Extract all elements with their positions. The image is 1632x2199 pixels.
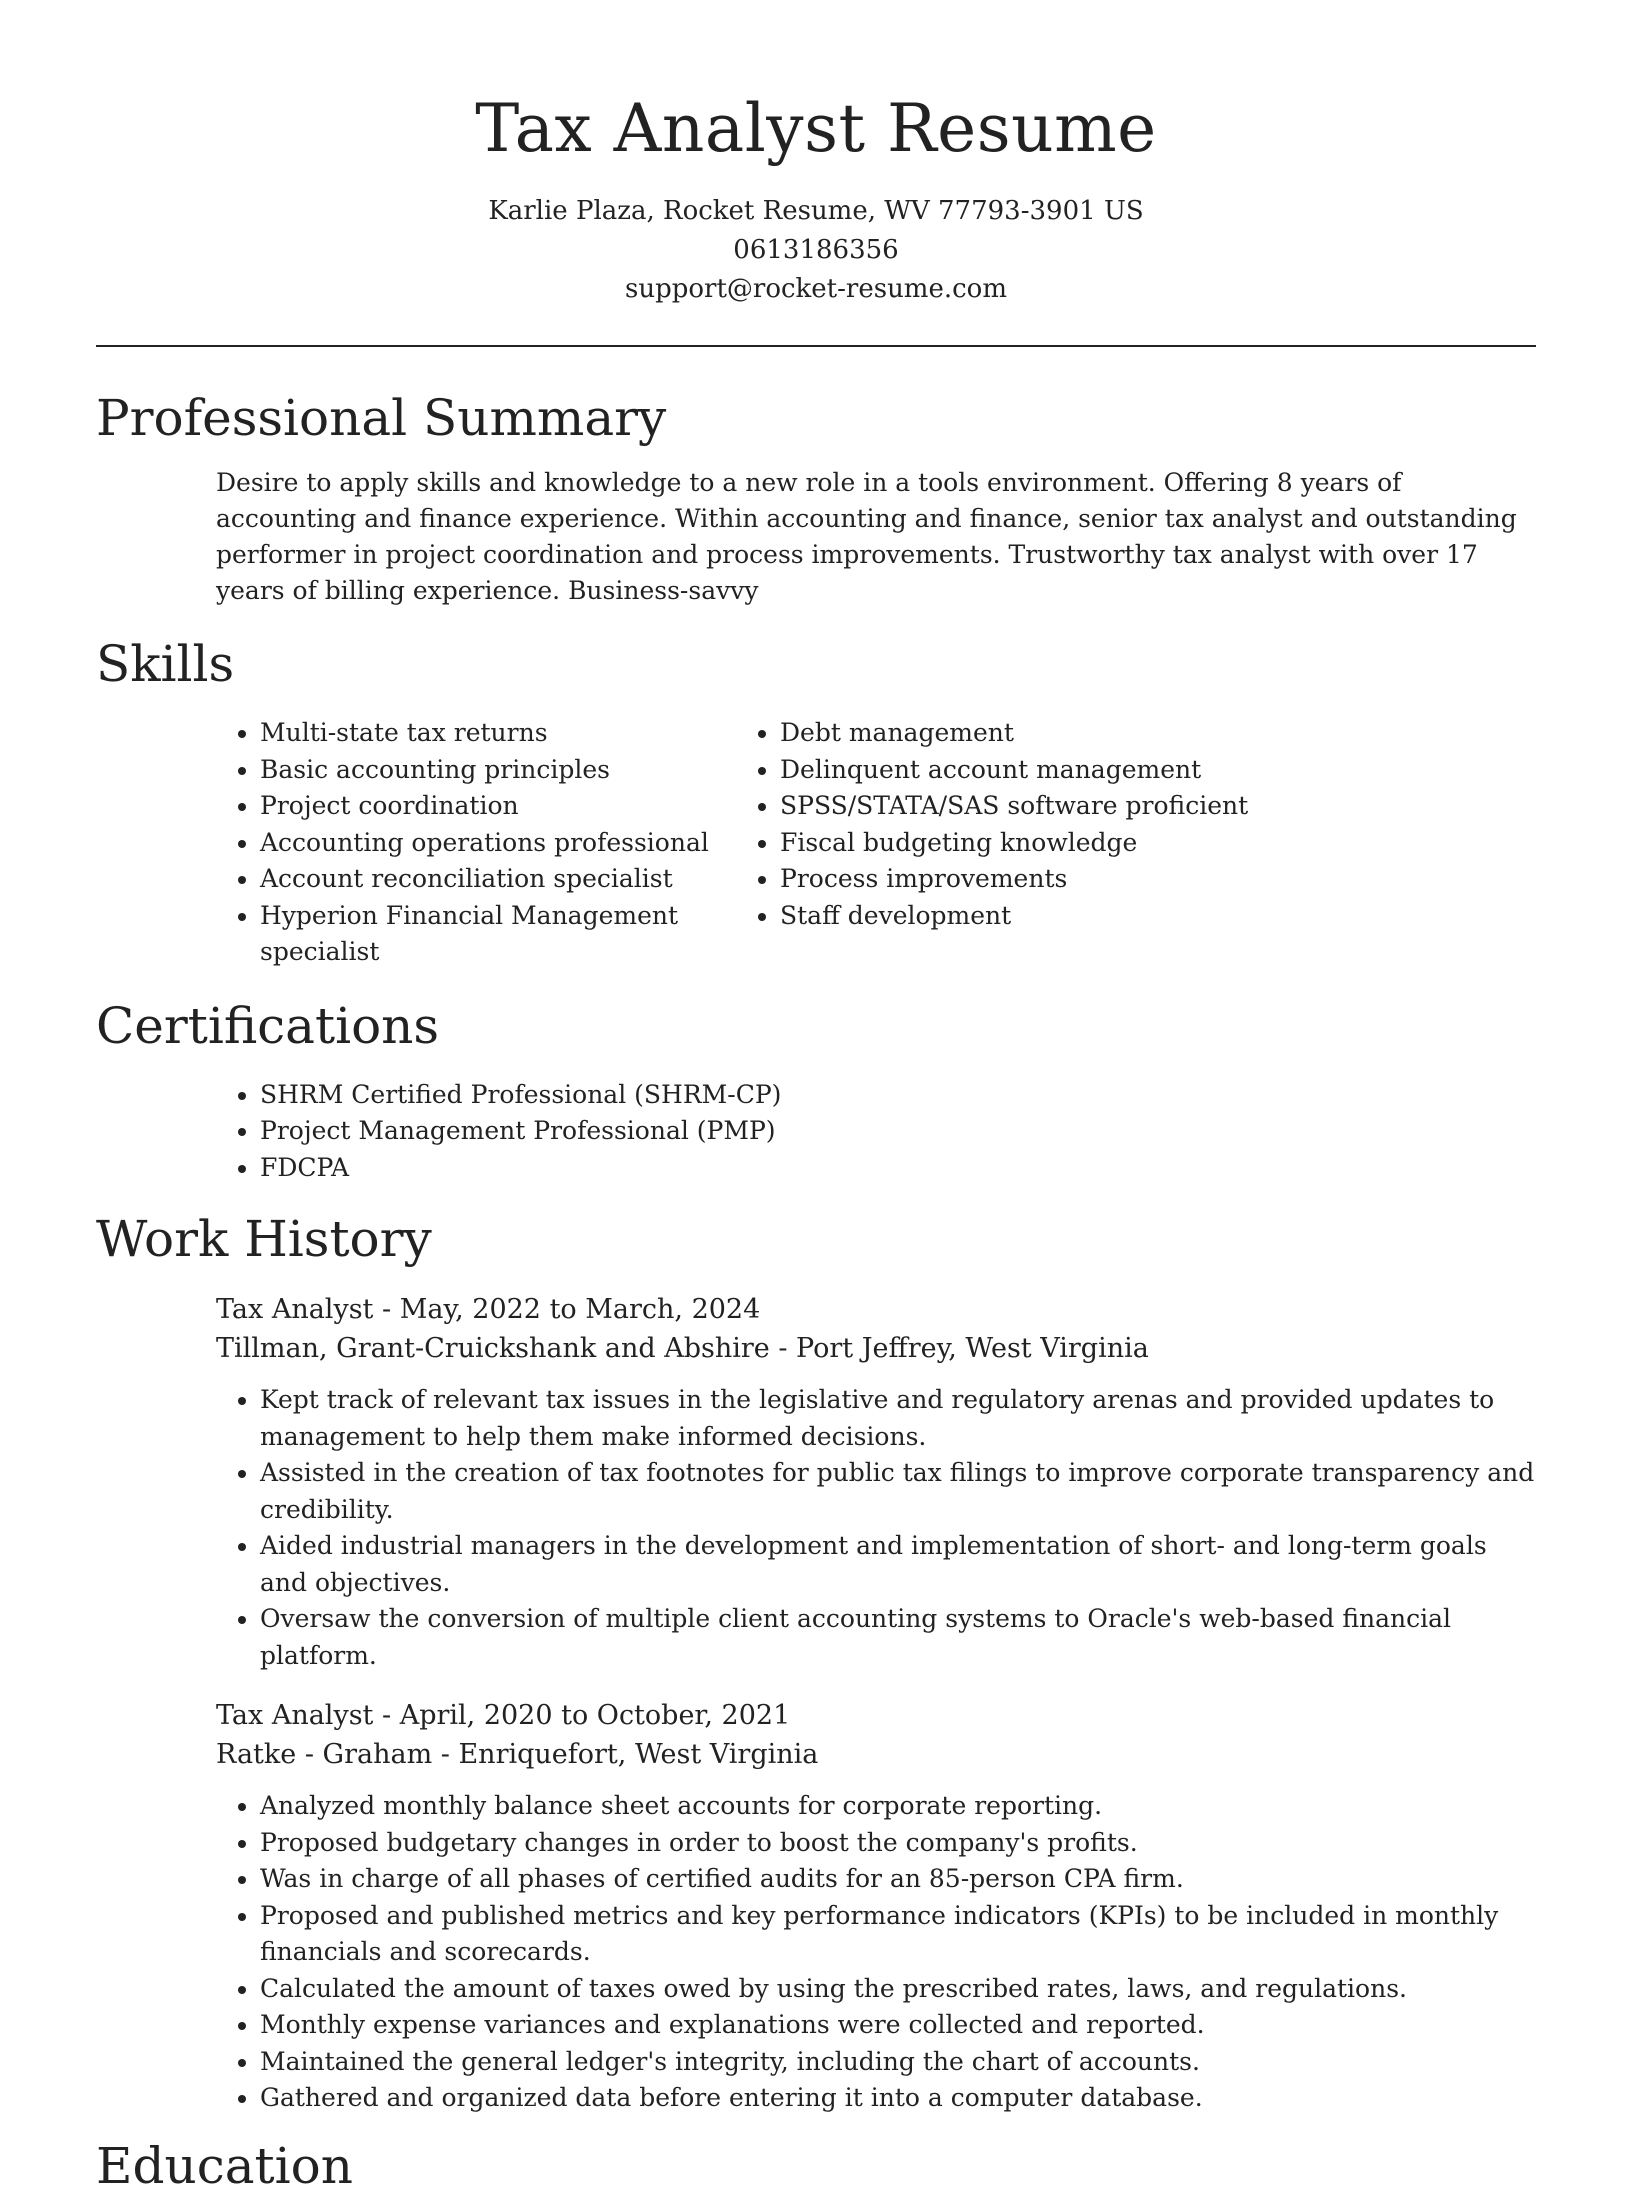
job-bullet: • Assisted in the creation of tax footnotes for public tax filings to improve corporate transparency and credibility. [260,1455,1536,1528]
job-company: Tillman, Grant-Cruickshank and Abshire [216,1333,770,1364]
contact-phone: 0613186356 [733,235,899,265]
skill-item: • Account reconciliation specialist [260,861,746,898]
job-bullet: • Maintained the general ledger's integrity, including the chart of accounts. [260,2044,1536,2081]
skill-item: • Project coordination [260,788,746,825]
certifications-list [96,1077,1536,1187]
summary-text: Desire to apply skills and knowledge to a new role in a tools environment. Offering 8 years of accounting and finance experience. Within accounting and finance, senior tax analyst and outstanding performer in project coordination and process improvements. Trustworthy tax analyst with over 17 years of billing experience. Business-savvy [216,468,1517,605]
certification-item: • SHRM Certified Professional (SHRM-CP) [260,1077,1536,1114]
education-heading: Education [96,2136,353,2195]
skill-item: • Fiscal budgeting knowledge [780,825,1248,862]
job-bullet: • Analyzed monthly balance sheet accounts for corporate reporting. [260,1788,1536,1825]
work-history-heading: Work History [96,1210,432,1268]
summary-heading: Professional Summary [96,389,667,447]
job-location: - Enriquefort, West Virginia [432,1739,819,1770]
job-bullet: • Was in charge of all phases of certified audits for an 85-person CPA firm. [260,1861,1536,1898]
skill-item: • Accounting operations professional [260,825,746,862]
skill-item: • SPSS/STATA/SAS software proficient [780,788,1248,825]
job-entry [216,1696,1536,2117]
certification-item: • FDCPA [260,1150,1536,1187]
skill-item: • Basic accounting principles [260,752,746,789]
job-bullet: • Proposed budgetary changes in order to boost the company's profits. [260,1825,1536,1862]
job-bullet: • Monthly expense variances and explanations were collected and reported. [260,2007,1536,2044]
skills-list-right [746,715,1248,971]
skill-item: • Delinquent account management [780,752,1248,789]
job-company: Ratke - Graham [216,1739,433,1770]
skills-list-left [96,715,746,971]
contact-email: support@rocket-resume.com [624,274,1007,304]
certifications-heading: Certifications [96,996,440,1055]
resume-title: Tax Analyst Resume [475,90,1157,167]
certification-item: • Project Management Professional (PMP) [260,1113,1536,1150]
job-title: Tax Analyst [216,1294,374,1325]
job-bullet: • Aided industrial managers in the development and implementation of short- and long-term goals and objectives. [260,1528,1536,1601]
skill-item: • Multi-state tax returns [260,715,746,752]
job-dates: - May, 2022 to March, 2024 [373,1294,761,1325]
job-bullet: • Proposed and published metrics and key performance indicators (KPIs) to be included in monthly financials and scorecards. [260,1898,1536,1971]
job-bullet: • Kept track of relevant tax issues in the legislative and regulatory arenas and provided updates to management to help them make informed decisions. [260,1382,1536,1455]
job-title-line [216,1696,1536,1735]
header-divider [96,345,1536,347]
skill-item: • Debt management [780,715,1248,752]
job-bullet: • Calculated the amount of taxes owed by using the prescribed rates, laws, and regulations. [260,1971,1536,2008]
job-entry [216,1290,1536,1674]
job-location: - Port Jeffrey, West Virginia [769,1333,1149,1364]
contact-block [96,192,1536,309]
skills-heading: Skills [96,635,235,693]
job-dates: - April, 2020 to October, 2021 [373,1700,791,1731]
job-bullet: • Gathered and organized data before entering it into a computer database. [260,2080,1536,2117]
job-company-line [216,1329,1536,1368]
contact-address: Karlie Plaza, Rocket Resume, WV 77793-3901 US [488,196,1144,226]
skill-item: • Process improvements [780,861,1248,898]
job-company-line [216,1735,1536,1774]
job-title-line [216,1290,1536,1329]
job-bullets [216,1382,1536,1674]
skill-item: • Hyperion Financial Management specialist [260,898,746,971]
skill-item: • Staff development [780,898,1248,935]
job-bullets [216,1788,1536,2117]
job-bullet: • Oversaw the conversion of multiple client accounting systems to Oracle's web-based financial platform. [260,1601,1536,1674]
job-title: Tax Analyst [216,1700,374,1731]
skills-columns [96,715,1536,971]
